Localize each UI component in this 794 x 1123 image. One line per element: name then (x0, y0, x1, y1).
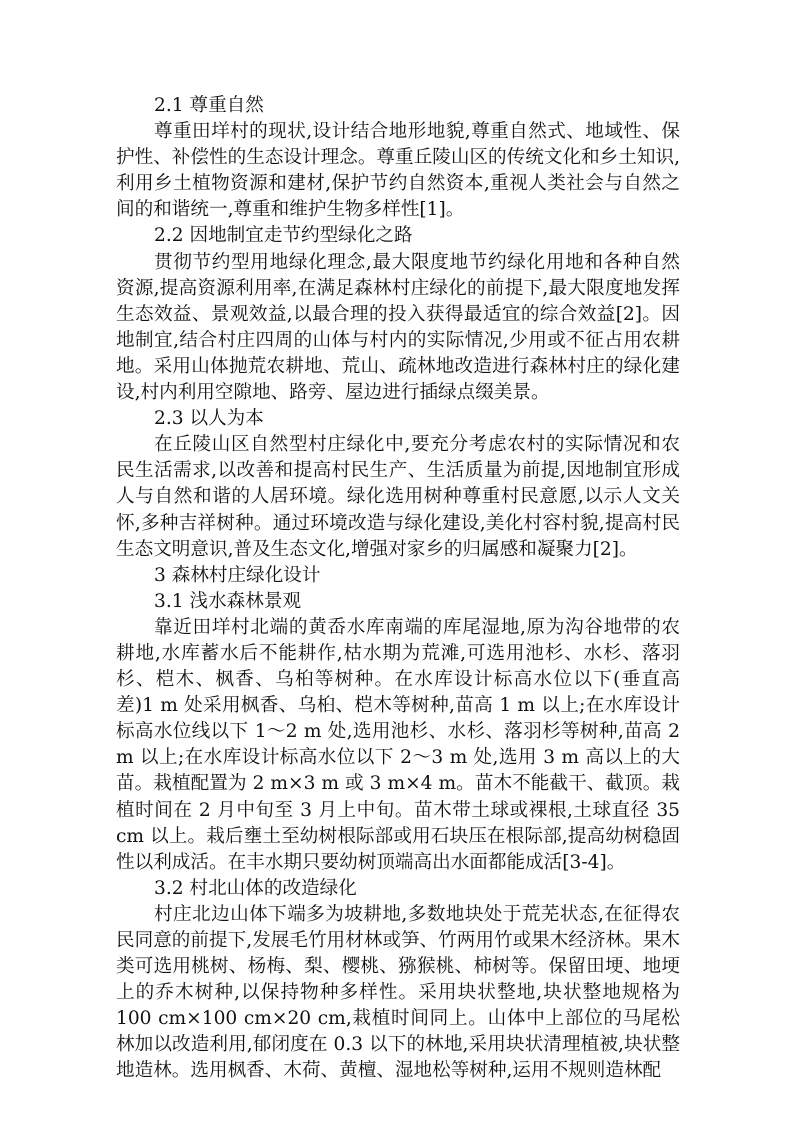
section-paragraph: 在丘陵山区自然型村庄绿化中,要充分考虑农村的实际情况和农民生活需求,以改善和提高村民生产、生活质量为前提,因地制宜形成人与自然和谐的人居环境。绿化选用树种尊重村民意愿,以示人文关怀,多种吉祥树种。通过环境改造与绿化建设,美化村容村貌,提高村民生态文明意识,普及生态文化,增强对家乡的归属感和凝聚力[2]。 (116, 434, 680, 560)
section-paragraph: 村庄北边山体下端多为坡耕地,多数地块处于荒芜状态,在征得农民同意的前提下,发展毛竹用材林或笋、竹两用竹或果木经济林。果木类可选用桃树、杨梅、梨、樱桃、猕猴桃、柿树等。保留田埂、地埂上的乔木树种,以保持物种多样性。采用块状整地,块状整地规格为 100 cm×100 cm×20 cm,栽植时间同上。山体中上部位的马尾松林加以改造利用,郁闭度在 0.3 以下的林地,采用块状清理植被,块状整地造林。选用枫香、木荷、黄檀、湿地松等树种,运用不规则造林配 (116, 903, 680, 1082)
section-2-2 (116, 223, 680, 406)
section-paragraph: 尊重田垟村的现状,设计结合地形地貌,尊重自然式、地域性、保护性、补偿性的生态设计理念。尊重丘陵山区的传统文化和乡土知识,利用乡土植物资源和建材,保护节约自然资本,重视人类社会与自然之间的和谐统一,尊重和维护生物多样性[1]。 (116, 121, 680, 221)
section-3-1 (116, 589, 680, 876)
section-paragraph: 贯彻节约型用地绿化理念,最大限度地节约绿化用地和各种自然资源,提高资源利用率,在满足森林村庄绿化的前提下,最大限度地发挥生态效益、景观效益,以最合理的投入获得最适宜的综合效益[2]。因地制宜,结合村庄四周的山体与村内的实际情况,少用或不征占用农耕地。采用山体抛荒农耕地、荒山、疏林地改造进行森林村庄的绿化建设,村内利用空隙地、路旁、屋边进行插绿点缀美景。 (116, 251, 680, 404)
section-3 (116, 563, 680, 589)
section-3-2 (116, 876, 680, 1085)
section-2-3 (116, 406, 680, 563)
section-heading: 3.1 浅水森林景观 (154, 590, 302, 612)
chapter-heading: 3 森林村庄绿化设计 (154, 564, 321, 586)
section-2-1 (116, 93, 680, 223)
section-heading: 2.3 以人为本 (154, 408, 264, 430)
section-paragraph: 靠近田垟村北端的黄岙水库南端的库尾湿地,原为沟谷地带的农耕地,水库蓄水后不能耕作,枯水期为荒滩,可选用池杉、水杉、落羽杉、桤木、枫香、乌桕等树种。在水库设计标高水位以下(垂直高差)1 m 处采用枫香、乌桕、桤木等树种,苗高 1 m 以上;在水库设计标高水位线以下 1～2 m 处,选用池杉、水杉、落羽杉等树种,苗高 2 m 以上;在水库设计标高水位以下 2～3 m 处,选用 3 m 高以上的大苗。栽植配置为 2 m×3 m 或 3 m×4 m。苗木不能截干、截顶。栽植时间在 2 月中旬至 3 月上中旬。苗木带土球或裸根,土球直径 35 cm 以上。栽后壅土至幼树根际部或用石块压在根际部,提高幼树稳固性以利成活。在丰水期只要幼树顶端高出水面都能成活[3-4]。 (116, 616, 680, 873)
section-heading: 2.1 尊重自然 (154, 95, 264, 116)
document-page (116, 93, 680, 1085)
section-heading: 3.2 村北山体的改造绿化 (154, 877, 357, 899)
section-heading: 2.2 因地制宜走节约型绿化之路 (154, 225, 413, 247)
